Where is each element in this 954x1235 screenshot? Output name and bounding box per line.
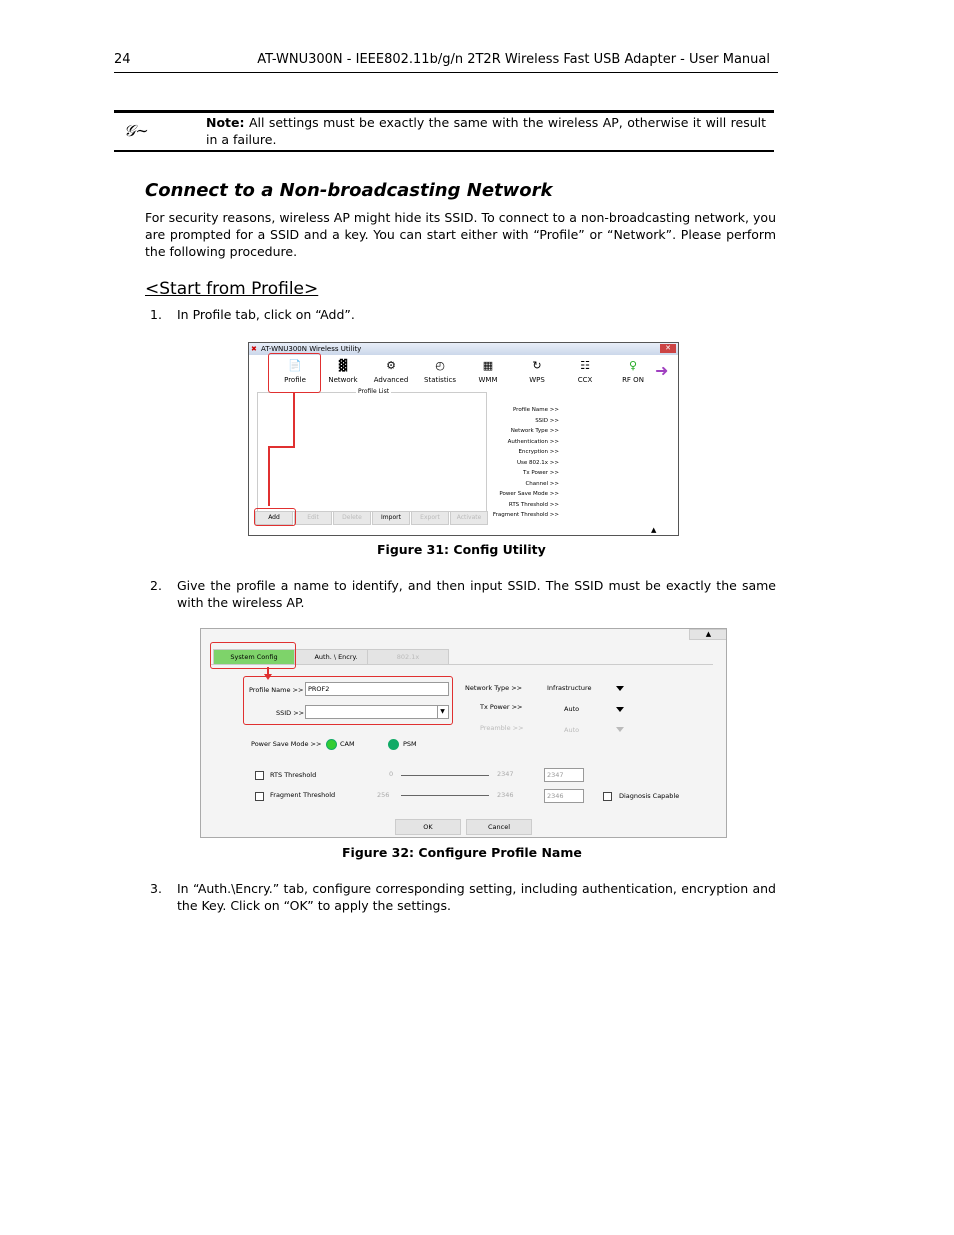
detail-label: SSID >> — [535, 417, 559, 424]
tx-power-value[interactable]: Auto — [564, 705, 580, 713]
wps-icon: ↻ — [532, 359, 542, 372]
ccx-icon: ☷ — [580, 359, 590, 372]
chevron-down-icon[interactable] — [616, 707, 624, 712]
toolbar-label: WPS — [529, 376, 545, 384]
section-heading: Connect to a Non-broadcasting Network — [145, 180, 553, 201]
annotation-line — [293, 392, 295, 447]
figure31-caption: Figure 31: Config Utility — [377, 542, 546, 557]
window-title: AT-WNU300N Wireless Utility — [261, 345, 362, 353]
fragment-input[interactable]: 2346 — [544, 789, 584, 803]
detail-label: Profile Name >> — [512, 407, 559, 413]
cam-label: CAM — [340, 740, 355, 748]
step-number: 1. — [150, 307, 162, 322]
network-type-label: Network Type >> — [465, 684, 523, 692]
rts-checkbox[interactable] — [255, 771, 264, 780]
chevron-down-icon[interactable] — [616, 727, 624, 732]
page-header — [114, 50, 778, 73]
tab-auth-encry[interactable]: Auth. \ Encry. — [295, 649, 377, 665]
toolbar-label: CCX — [577, 376, 593, 384]
profile-list — [257, 388, 487, 512]
close-button[interactable]: ✕ — [660, 344, 676, 353]
fragment-label: Fragment Threshold — [270, 791, 336, 799]
advanced-icon: ⚙ — [386, 359, 396, 372]
detail-label: Use 802.1x >> — [517, 459, 559, 466]
toolbar-network[interactable] — [321, 357, 365, 387]
step-text: In Profile tab, click on “Add”. — [177, 307, 355, 322]
profile-config-dialog — [200, 628, 727, 838]
highlight-system-config — [210, 642, 296, 669]
next-arrow-icon[interactable]: ➜ — [655, 361, 669, 380]
highlight-add — [254, 508, 296, 526]
psm-label: PSM — [403, 740, 417, 748]
toolbar-label: Profile — [284, 376, 306, 384]
toolbar-label: RF ON — [622, 376, 644, 384]
config-utility-window — [248, 342, 679, 536]
detail-label: Authentication >> — [507, 438, 559, 445]
step-number: 2. — [150, 578, 162, 593]
toolbar-ccx[interactable] — [563, 357, 607, 387]
toolbar-advanced[interactable] — [369, 357, 413, 387]
network-type-value[interactable]: Infrastructure — [547, 684, 592, 692]
detail-label: Power Save Mode >> — [499, 491, 559, 497]
rts-max: 2347 — [497, 770, 514, 778]
ssid-label: SSID >> — [276, 709, 305, 717]
edit-button[interactable]: Edit — [294, 511, 332, 525]
step-text: Give the profile a name to identify, and then input SSID. The SSID must be exactly the same with the wireless AP. — [177, 578, 776, 610]
profile-icon: 📄 — [288, 359, 302, 372]
figure32-caption: Figure 32: Configure Profile Name — [342, 845, 582, 860]
detail-label: Fragment Threshold >> — [492, 512, 559, 518]
step-number: 3. — [150, 881, 162, 896]
statistics-icon: ◴ — [435, 359, 445, 372]
chevron-down-icon[interactable] — [616, 686, 624, 691]
rts-input[interactable]: 2347 — [544, 768, 584, 782]
fragment-slider[interactable] — [401, 795, 489, 796]
chevron-down-icon[interactable]: ▼ — [437, 706, 447, 718]
add-button[interactable]: Add — [255, 511, 293, 525]
fragment-min: 256 — [377, 791, 390, 799]
rf-on-icon: ♀ — [628, 359, 638, 372]
step-text: In “Auth.\Encry.” tab, configure corresponding setting, including authentication, encryption and the Key. Click on “OK” to apply the settings. — [177, 881, 776, 913]
wmm-icon: ▦ — [482, 359, 494, 372]
preamble-value[interactable]: Auto — [564, 726, 580, 734]
toolbar-wmm[interactable] — [466, 357, 510, 387]
collapse-arrow-icon[interactable]: ▲ — [689, 629, 727, 640]
collapse-arrow-icon[interactable]: ▲ — [651, 526, 657, 534]
power-save-label: Power Save Mode >> — [251, 740, 322, 748]
export-button[interactable]: Export — [411, 511, 449, 525]
ssid-combobox[interactable] — [305, 705, 449, 719]
detail-label: Tx Power >> — [523, 470, 559, 476]
glasses-icon: 𝒢∼ — [124, 121, 149, 140]
manual-title: AT-WNU300N - IEEE802.11b/g/n 2T2R Wireless Fast USB Adapter - User Manual — [257, 52, 770, 67]
detail-label: Encryption >> — [518, 449, 559, 455]
toolbar-rf-on[interactable] — [611, 357, 655, 387]
note-text — [206, 114, 766, 148]
subheading: <Start from Profile> — [145, 279, 319, 299]
app-logo-icon: ✖ — [251, 345, 257, 353]
tx-power-label: Tx Power >> — [480, 703, 523, 711]
profile-detail-labels — [489, 405, 559, 521]
preamble-label: Preamble >> — [480, 724, 524, 732]
psm-radio[interactable] — [388, 739, 399, 750]
note-label: Note: — [206, 115, 245, 130]
note-box — [114, 110, 774, 152]
network-icon: ▓ — [338, 359, 348, 372]
annotation-line — [268, 446, 295, 448]
profile-name-label: Profile Name >> — [249, 686, 304, 694]
toolbar-label: Advanced — [373, 376, 409, 384]
detail-label: Channel >> — [525, 480, 559, 487]
ok-button[interactable]: OK — [395, 819, 461, 835]
import-button[interactable]: Import — [372, 511, 410, 525]
rts-min: 0 — [389, 770, 394, 778]
diagnosis-checkbox[interactable] — [603, 792, 612, 801]
highlight-profile — [268, 353, 321, 393]
cancel-button[interactable]: Cancel — [466, 819, 532, 835]
activate-button[interactable]: Activate — [450, 511, 488, 525]
note-body: All settings must be exactly the same with the wireless AP, otherwise it will result in a failure. — [206, 115, 766, 147]
toolbar-statistics[interactable] — [418, 357, 462, 387]
detail-label: RTS Threshold >> — [508, 501, 559, 508]
cam-radio[interactable] — [326, 739, 337, 750]
page-number: 24 — [114, 52, 131, 67]
annotation-line — [268, 446, 270, 506]
fragment-checkbox[interactable] — [255, 792, 264, 801]
section-paragraph: For security reasons, wireless AP might hide its SSID. To connect to a non-broadcasting network, you are prompted for a SSID and a key. You can start either with “Profile” or “Network”. Please perform the following procedure. — [145, 210, 776, 259]
rts-label: RTS Threshold — [270, 771, 317, 779]
tab-8021x[interactable]: 802.1x — [367, 649, 449, 665]
delete-button[interactable]: Delete — [333, 511, 371, 525]
toolbar-label: Statistics — [424, 376, 456, 384]
profile-list-legend: Profile List — [358, 388, 390, 395]
profile-name-input[interactable]: PROF2 — [305, 682, 449, 696]
toolbar-label: WMM — [478, 376, 498, 384]
fragment-max: 2346 — [497, 791, 514, 799]
toolbar-label: Network — [328, 376, 358, 384]
toolbar-wps[interactable] — [515, 357, 559, 387]
rts-slider[interactable] — [401, 775, 489, 776]
tab-system-config[interactable]: System Config — [213, 649, 295, 665]
detail-label: Network Type >> — [510, 428, 559, 434]
diagnosis-label: Diagnosis Capable — [619, 792, 680, 800]
